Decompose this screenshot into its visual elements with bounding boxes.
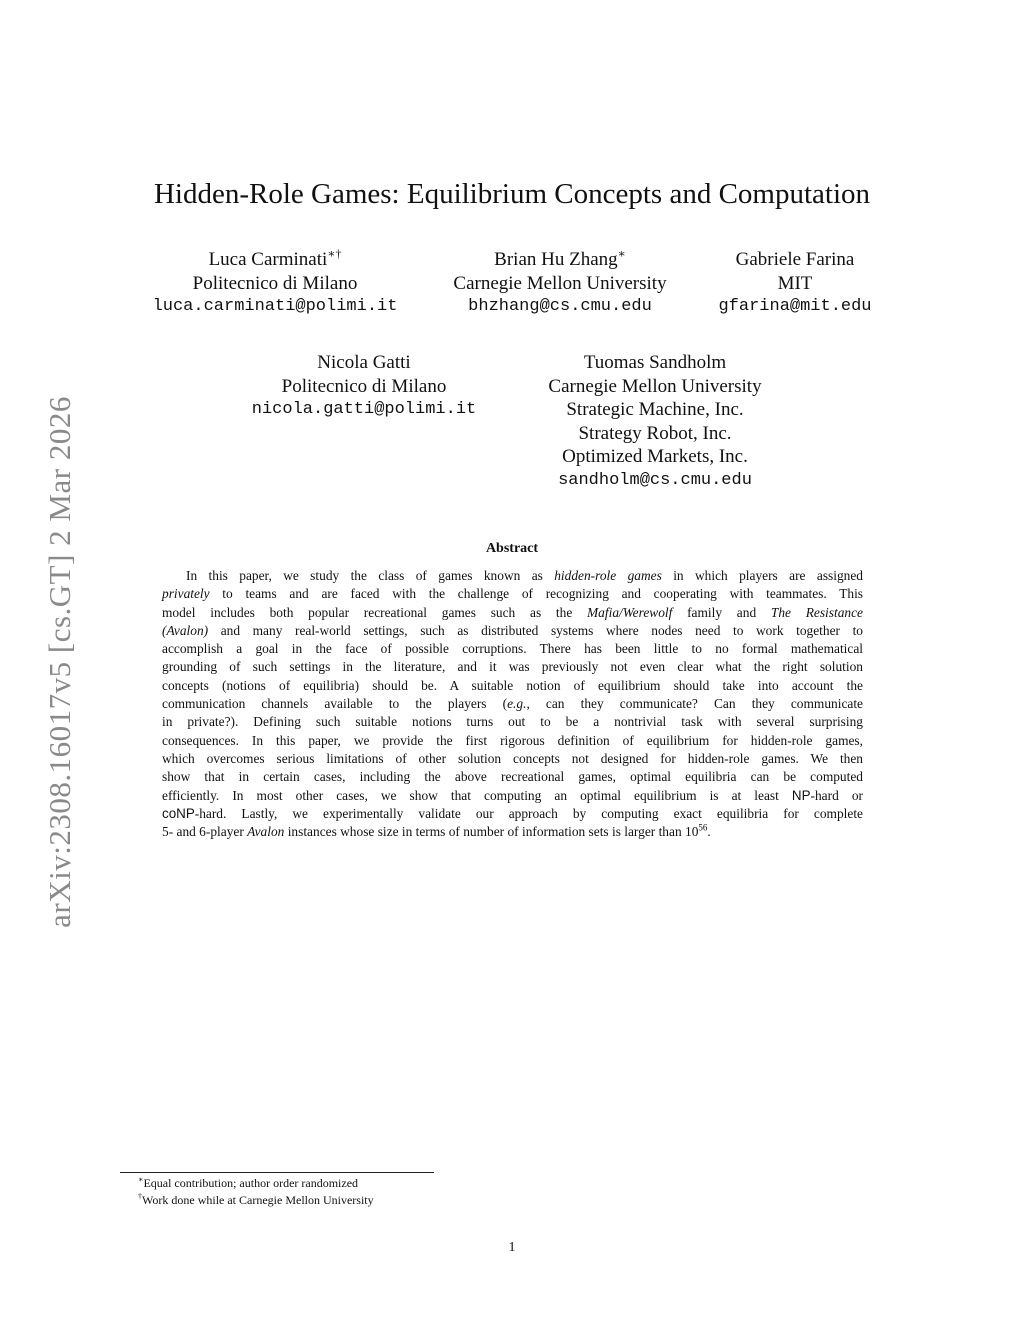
author-affiliation: Strategy Robot, Inc. (578, 422, 732, 444)
author-name: Luca Carminati (208, 249, 328, 270)
author-email[interactable]: luca.carminati@polimi.it (152, 297, 398, 316)
abstract-line: which overcomes serious limitations of other solution concepts not designed for hidden-role games. We then (162, 750, 863, 766)
author-affiliation: MIT (777, 272, 813, 294)
abstract-line: In this paper, we study the class of games known as hidden-role games in which players are assigned (186, 568, 863, 583)
abstract-line: grounding of such settings in the literature, and it was previously not even clear what the right solution (162, 659, 863, 675)
footnote (138, 1193, 374, 1208)
footnote-text: Equal contribution; author order randomized (143, 1176, 359, 1190)
author-name-line (135, 248, 415, 272)
author-email[interactable]: gfarina@mit.edu (718, 297, 872, 316)
author-affiliation: Politecnico di Milano (281, 375, 447, 397)
abstract-heading: Abstract (485, 541, 539, 556)
footnote (138, 1176, 358, 1191)
author-block (520, 351, 790, 492)
author-affiliation: Carnegie Mellon University (548, 375, 762, 397)
abstract-text (162, 567, 863, 841)
abstract-line: show that in certain cases, including the above recreational games, optimal equilibria can be computed (162, 769, 863, 785)
abstract-line: (Avalon) and many real-world settings, such as distributed systems where nodes need to work together to (162, 622, 863, 638)
footnote-text: Work done while at Carnegie Mellon University (142, 1193, 374, 1207)
paper-title: Hidden-Role Games: Equilibrium Concepts and Computation (153, 178, 871, 210)
author-affiliation: Carnegie Mellon University (453, 272, 667, 294)
author-email[interactable]: sandholm@cs.cmu.edu (558, 470, 752, 490)
author-name: Nicola Gatti (317, 352, 411, 373)
abstract-line: in private?). Defining such suitable notions turns out to be a nontrivial task with several surprising (162, 714, 863, 730)
abstract-line: model includes both popular recreational games such as the Mafia/Werewolf family and The Resistance (162, 604, 863, 620)
footnote-rule (120, 1172, 434, 1173)
footnote-mark: † (138, 1192, 142, 1201)
author-marks: ∗ (617, 246, 626, 261)
author-block (135, 248, 415, 319)
author-email[interactable]: nicola.gatti@polimi.it (251, 400, 477, 419)
author-name: Gabriele Farina (735, 249, 855, 270)
abstract-line: efficiently. In most other cases, we show that computing an optimal equilibrium is at least NP-hard or (162, 787, 864, 803)
abstract-line: accomplish a goal in the face of possible corruptions. There has been little to no formal mathematical (162, 641, 863, 657)
author-name: Brian Hu Zhang (494, 249, 618, 270)
author-block (705, 248, 885, 319)
page-number: 1 (508, 1240, 516, 1255)
author-block (236, 351, 492, 422)
abstract-line: concepts (notions of equilibria) should be. A suitable notion of equilibrium should take into account the (162, 677, 863, 693)
author-name-line (418, 248, 702, 272)
abstract-line: consequences. In this paper, we provide the first rigorous definition of equilibrium for hidden-role games, (162, 732, 863, 748)
abstract-line: communication channels available to the players (e.g., can they communicate? Can they communicate (162, 696, 863, 712)
author-name: Tuomas Sandholm (583, 352, 727, 373)
author-affiliation: Optimized Markets, Inc. (562, 446, 748, 467)
footnote-mark: ∗ (138, 1175, 144, 1184)
abstract-line: coNP-hard. Lastly, we experimentally validate our approach by computing exact equilibria for complete (162, 805, 863, 821)
author-affiliation: Strategic Machine, Inc. (566, 399, 744, 420)
author-email[interactable]: bhzhang@cs.cmu.edu (468, 297, 652, 316)
author-marks: ∗† (327, 246, 342, 261)
abstract-line: 5- and 6-player Avalon instances whose size in terms of number of information sets is larger than $10^{56}$. (162, 822, 711, 840)
abstract-line: privately to teams and are faced with the challenge of recognizing and cooperating with teammates. This (162, 586, 863, 602)
arxiv-identifier-stamp: arXiv:2308.16017v5 [cs.GT] 2 Mar 2026 (42, 396, 77, 928)
author-block (418, 248, 702, 319)
author-affiliation: Politecnico di Milano (192, 272, 358, 294)
